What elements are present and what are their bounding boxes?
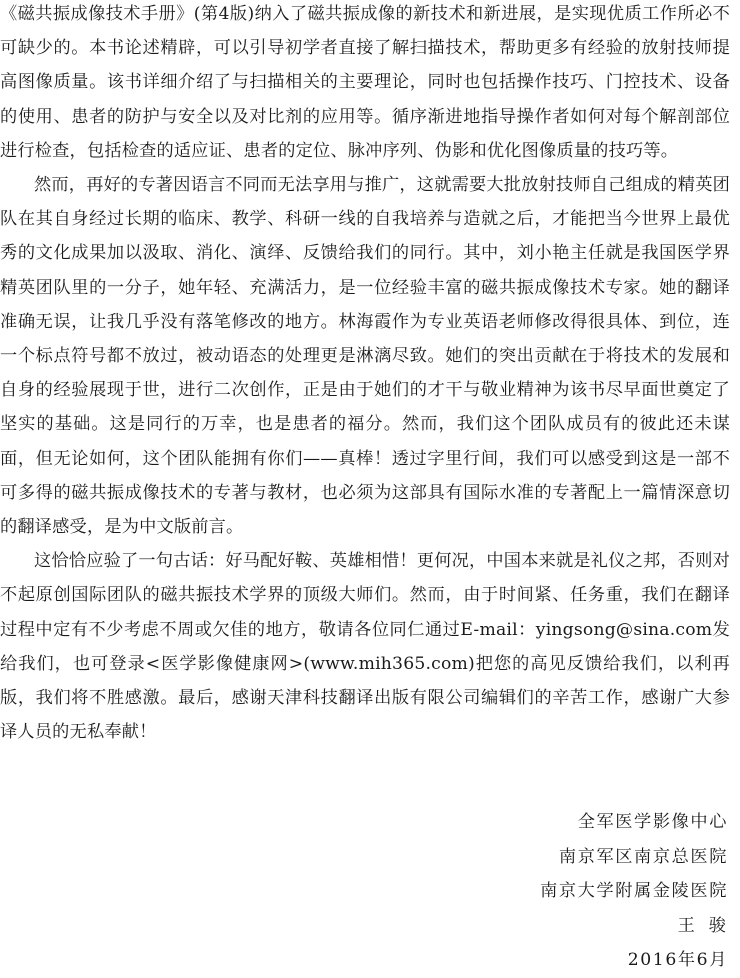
paragraph-2: 然而，再好的专著因语言不同而无法享用与推广，这就需要大批放射技师自己组成的精英团队在其自身经过长期的临床、教学、科研一线的自我培养与造就之后，才能把当今世界上最优秀的文化成果加以汲取、消化、演绎、反馈给我们的同行。其中，刘小艳主任就是我国医学界精英团队里的一分子，她年轻、充满活力，是一位经验丰富的磁共振成像技术专家。她的翻译准确无误，让我几乎没有落笔修改的地方。林海霞作为专业英语老师修改得很具体、到位，连一个标点符号都不放过，被动语态的处理更是淋漓尽致。她们的突出贡献在于将技术的发展和自身的经验展现于世，进行二次创作，正是由于她们的才干与敬业精神为该书尽早面世奠定了坚实的基础。这是同行的万幸，也是患者的福分。然而，我们这个团队成员有的彼此还未谋面，但无论如何，这个团队能拥有你们——真棒！透过字里行间，我们可以感受到这是一部不可多得的磁共振成像技术的专著与教材，也必须为这部具有国际水准的专著配上一篇情深意切的翻译感受，是为中文版前言。 [0,175,730,538]
signature-org-center: 全军医学影像中心 [577,812,728,832]
signature-org-university-hospital: 南京大学附属金陵医院 [540,881,728,901]
signature-block [328,805,740,978]
paragraph-3: 这恰恰应验了一句古话：好马配好鞍、英雄相惜！更何况，中国本来就是礼仪之邦，否则对不起原创国际团队的磁共振技术学界的顶级大师们。然而，由于时间紧、任务重，我们在翻译过程中定有不少考虑不周或欠佳的地方，敬请各位同仁通过E-mail：yingsong@sina.com发给我们，也可登录<医学影像健康网>(www.mih365.com)把您的高见反馈给我们，以利再版，我们将不胜感激。最后，感谢天津科技翻译出版有限公司编辑们的辛苦工作，感谢广大参译人员的无私奉献！ [0,551,730,743]
signature-date: 2016年6月 [627,950,728,970]
signature-author-name: 王骏 [677,915,740,936]
signature-org-hospital: 南京军区南京总医院 [558,846,728,867]
paragraph-1: 《磁共振成像技术手册》(第4版)纳入了磁共振成像的新技术和新进展，是实现优质工作所必不可缺少的。本书论述精辟，可以引导初学者直接了解扫描技术，帮助更多有经验的放射技师提高图像质量。该书详细介绍了与扫描相关的主要理论，同时也包括操作技巧、门控技术、设备的使用、患者的防护与安全以及对比剂的应用等。循序渐进地指导操作者如何对每个解剖部位进行检查，包括检查的适应证、患者的定位、脉冲序列、伪影和优化图像质量的技巧等。 [0,4,730,161]
